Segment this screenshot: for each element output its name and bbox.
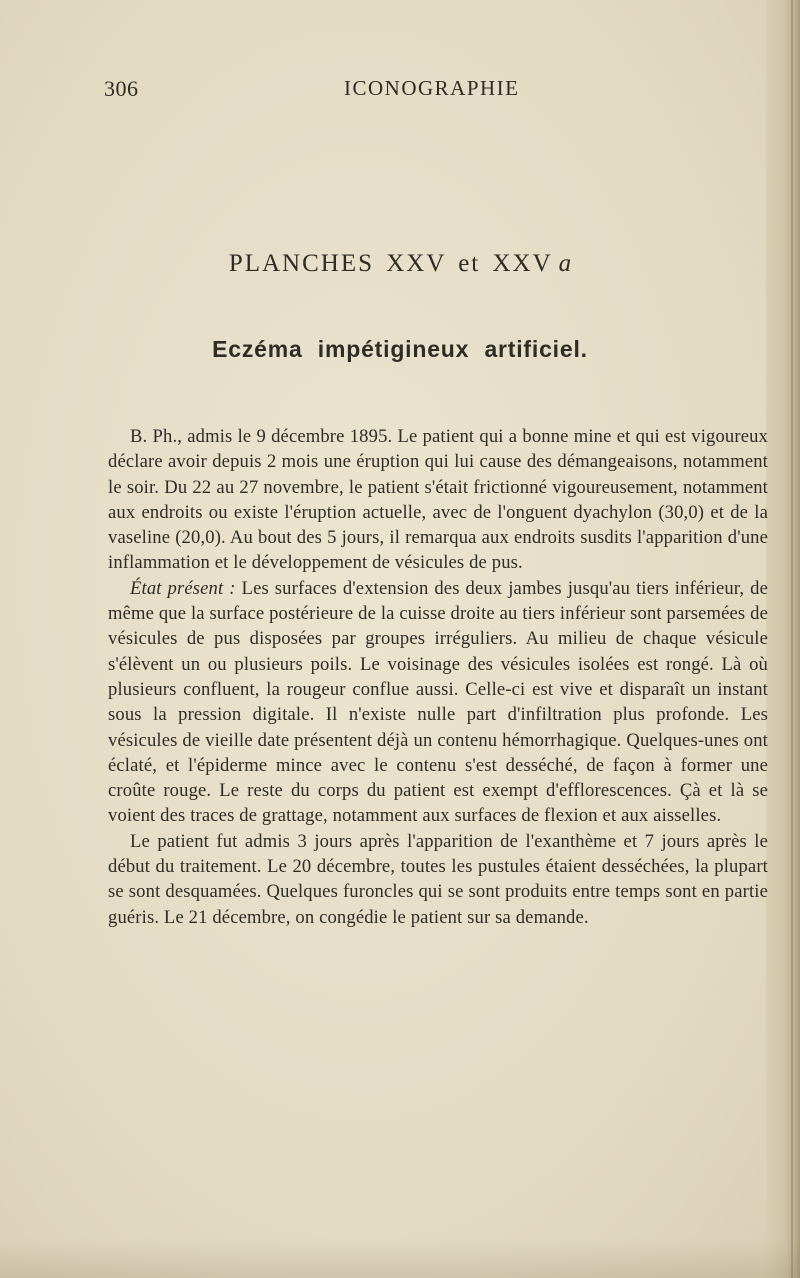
etat-present-label: État présent : xyxy=(130,577,236,599)
plates-heading-suffix: a xyxy=(558,250,572,277)
plates-heading xyxy=(0,250,800,278)
page-number: 306 xyxy=(104,76,139,101)
paragraph-2-text: Les surfaces d'extension des deux jambes jusqu'au tiers inférieur, de même que la surface postérieure de la cuisse droite au tiers inférieur sont parsemées de vésicules de pus disposées par groupes irréguliers. Au milieu de chaque vésicule s'élèvent un ou plusieurs poils. Le voisinage des vésicules isolées est rongé. Là où plusieurs confluent, la rougeur conflue aussi. Celle-ci est vive et disparaît un instant sous la pression digitale. Il n'existe nulle part d'infiltration plus profonde. Les vésicules de vieille date présentent déjà un contenu hémorrhagique. Quelques-unes ont éclaté, et l'épiderme mince avec le contenu s'est desséché, de façon à former une croûte rouge. Le reste du corps du patient est exempt d'efflorescences. Çà et là se voient des traces de grattage, notamment aux surfaces de flexion et aux aisselles. xyxy=(108,577,768,827)
page-edge-line xyxy=(791,0,793,1278)
running-title: ICONOGRAPHIE xyxy=(344,76,520,100)
paragraph-3: Le patient fut admis 3 jours après l'apparition de l'exanthème et 7 jours après le début du traitement. Le 20 décembre, toutes les pustules étaient desséchées, la plupart se sont desquamées. Quelques furoncles qui se sont produits entre temps sont en partie guéris. Le 21 décembre, on congédie le patient sur sa demande. xyxy=(108,830,768,928)
page-edge-shadow xyxy=(766,0,800,1278)
bottom-shading xyxy=(0,1238,800,1278)
paragraph-1: B. Ph., admis le 9 décembre 1895. Le patient qui a bonne mine et qui est vigoureux déclare avoir depuis 2 mois une éruption qui lui cause des démangeaisons, notamment le soir. Du 22 au 27 novembre, le patient s'était frictionné vigoureusement, notamment aux endroits ou existe l'éruption actuelle, avec de l'onguent dyachylon (30,0) et de la vaseline (20,0). Au bout des 5 jours, il remarqua aux endroits susdits l'apparition d'une inflammation et le développement de vésicules de pus. xyxy=(108,426,768,574)
article-title: Eczéma impétigineux artificiel. xyxy=(212,336,588,362)
running-head xyxy=(104,76,764,110)
plates-heading-text: PLANCHES XXV et XXV xyxy=(228,250,553,277)
paragraph-2 xyxy=(108,576,768,829)
body-text xyxy=(108,424,768,930)
